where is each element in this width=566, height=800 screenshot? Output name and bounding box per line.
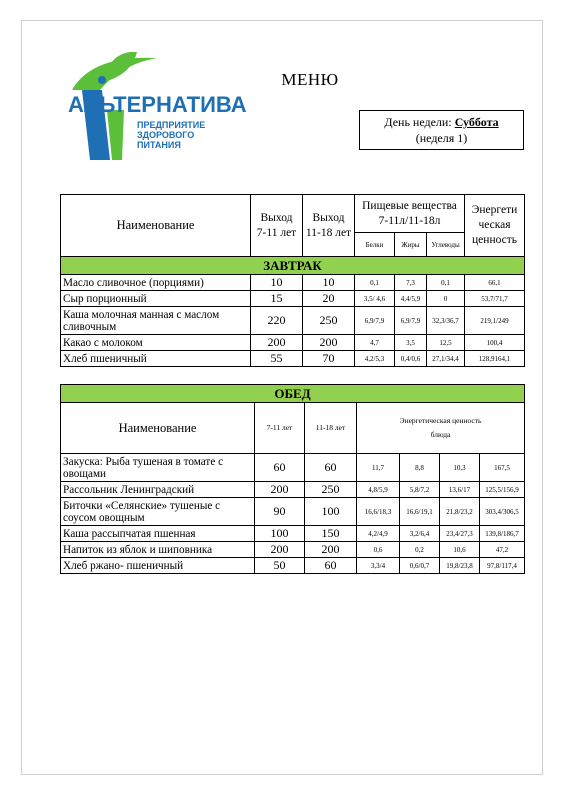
header-fat: Жиры <box>395 233 427 257</box>
header-energy-line1: Энергети <box>471 204 518 216</box>
lunch-row <box>61 454 525 482</box>
portion-7-11: 200 <box>255 482 305 498</box>
brand-tagline-3: ПИТАНИЯ <box>137 140 181 150</box>
lunch-row <box>61 482 525 498</box>
fat-value: 4,4/5,9 <box>395 291 427 307</box>
breakfast-row <box>61 335 525 351</box>
protein-value: 4,8/5,9 <box>357 482 400 498</box>
breakfast-row <box>61 275 525 291</box>
energy-value: 47,2 <box>480 542 525 558</box>
protein-value: 11,7 <box>357 454 400 482</box>
portion-11-18: 150 <box>305 526 357 542</box>
header-nutrients <box>355 195 465 233</box>
lunch-header-row <box>61 403 525 454</box>
fat-value: 0,4/0,6 <box>395 351 427 367</box>
protein-value: 4,2/5,3 <box>355 351 395 367</box>
portion-7-11: 10 <box>251 275 303 291</box>
breakfast-rows <box>61 275 525 367</box>
day-box <box>359 110 524 150</box>
protein-value: 4,2/4,9 <box>357 526 400 542</box>
portion-7-11: 50 <box>255 558 305 574</box>
fat-value: 3,2/6,4 <box>400 526 440 542</box>
lunch-header-energy-line1: Энергетическая ценность <box>399 416 482 425</box>
protein-value: 16,6/18,3 <box>357 498 400 526</box>
lunch-section-title: ОБЕД <box>61 385 525 403</box>
portion-7-11: 15 <box>251 291 303 307</box>
header-out-a-line1: Выход <box>260 211 293 224</box>
energy-value: 125,5/156,9 <box>480 482 525 498</box>
protein-value: 6,9/7,9 <box>355 307 395 335</box>
portion-7-11: 90 <box>255 498 305 526</box>
portion-11-18: 250 <box>303 307 355 335</box>
energy-value: 139,8/186,7 <box>480 526 525 542</box>
portion-7-11: 200 <box>255 542 305 558</box>
energy-value: 303,4/306,5 <box>480 498 525 526</box>
day-label: День недели: <box>384 115 452 129</box>
header-energy-line3: ценность <box>472 234 518 246</box>
brand-tagline-1: ПРЕДПРИЯТИЕ <box>137 120 206 130</box>
portion-11-18: 20 <box>303 291 355 307</box>
brand-logo <box>62 50 252 160</box>
carbs-value: 12,5 <box>427 335 465 351</box>
energy-value: 53,7/71,7 <box>465 291 525 307</box>
carbs-value: 32,3/36,7 <box>427 307 465 335</box>
portion-11-18: 60 <box>305 558 357 574</box>
portion-11-18: 70 <box>303 351 355 367</box>
header-protein: Белки <box>355 233 395 257</box>
fat-value: 7,3 <box>395 275 427 291</box>
portion-7-11: 100 <box>255 526 305 542</box>
dish-name: Какао с молоком <box>61 335 251 351</box>
carbs-value: 23,4/27,3 <box>440 526 480 542</box>
portion-7-11: 55 <box>251 351 303 367</box>
dish-name: Биточки «Селянские» тушеные с соусом овощным <box>61 498 255 526</box>
energy-value: 66,1 <box>465 275 525 291</box>
energy-value: 128,9164,1 <box>465 351 525 367</box>
header-carbs: Углеводы <box>427 233 465 257</box>
carbs-value: 0 <box>427 291 465 307</box>
fat-value: 8,8 <box>400 454 440 482</box>
day-line <box>360 114 523 130</box>
dish-name: Каша молочная манная с маслом сливочным <box>61 307 251 335</box>
breakfast-header-row <box>61 195 525 233</box>
breakfast-section-title: ЗАВТРАК <box>61 257 525 275</box>
lunch-rows <box>61 454 525 574</box>
day-value: Суббота <box>454 115 499 129</box>
protein-value: 4,7 <box>355 335 395 351</box>
lunch-header-out-a: 7-11 лет <box>255 403 305 454</box>
dish-name: Сыр порционный <box>61 291 251 307</box>
dish-name: Хлеб пшеничный <box>61 351 251 367</box>
header-name: Наименование <box>61 195 251 257</box>
breakfast-row <box>61 307 525 335</box>
brand-name: АЛЬТЕРНАТИВА <box>68 92 247 117</box>
lunch-header-energy-line2: блюда <box>430 430 451 439</box>
dish-name: Рассольник Ленинградский <box>61 482 255 498</box>
header-energy-line2: ческая <box>478 219 511 231</box>
protein-value: 0,6 <box>357 542 400 558</box>
portion-11-18: 100 <box>305 498 357 526</box>
breakfast-section-row <box>61 257 525 275</box>
fat-value: 5,8/7,2 <box>400 482 440 498</box>
week-label: (неделя 1) <box>415 131 468 145</box>
portion-11-18: 250 <box>305 482 357 498</box>
fat-value: 0,6/0,7 <box>400 558 440 574</box>
portion-11-18: 200 <box>303 335 355 351</box>
portion-11-18: 10 <box>303 275 355 291</box>
logo-figure-green <box>107 110 124 160</box>
carbs-value: 19,8/23,8 <box>440 558 480 574</box>
lunch-row <box>61 526 525 542</box>
portion-7-11: 200 <box>251 335 303 351</box>
fat-value: 3,5 <box>395 335 427 351</box>
lunch-table <box>60 384 525 574</box>
lunch-header-out-b: 11-18 лет <box>305 403 357 454</box>
lunch-header-name: Наименование <box>61 403 255 454</box>
dish-name: Напиток из яблок и шиповника <box>61 542 255 558</box>
header-nutrients-line2: 7-11л/11-18л <box>378 214 441 227</box>
breakfast-table <box>60 194 525 367</box>
lunch-row <box>61 498 525 526</box>
portion-11-18: 200 <box>305 542 357 558</box>
carbs-value: 0,1 <box>427 275 465 291</box>
carbs-value: 21,8/23,2 <box>440 498 480 526</box>
portion-7-11: 220 <box>251 307 303 335</box>
dish-name: Хлеб ржано- пшеничный <box>61 558 255 574</box>
portion-7-11: 60 <box>255 454 305 482</box>
dish-name: Каша рассыпчатая пшенная <box>61 526 255 542</box>
energy-value: 100,4 <box>465 335 525 351</box>
header-out-b-line1: Выход <box>312 211 345 224</box>
energy-value: 167,5 <box>480 454 525 482</box>
header-energy <box>465 195 525 257</box>
brand-tagline-2: ЗДОРОВОГО <box>137 130 195 140</box>
carbs-value: 13,6/17 <box>440 482 480 498</box>
energy-value: 219,1/249 <box>465 307 525 335</box>
protein-value: 3,3/4 <box>357 558 400 574</box>
dish-name: Закуска: Рыба тушеная в томате с овощами <box>61 454 255 482</box>
fat-value: 16,6/19,1 <box>400 498 440 526</box>
carbs-value: 10,6 <box>440 542 480 558</box>
header-out-b-line2: 11-18 лет <box>305 226 352 239</box>
fat-value: 0,2 <box>400 542 440 558</box>
protein-value: 0,1 <box>355 275 395 291</box>
energy-value: 97,8/117,4 <box>480 558 525 574</box>
logo-dot <box>98 76 106 84</box>
breakfast-row <box>61 351 525 367</box>
portion-11-18: 60 <box>305 454 357 482</box>
carbs-value: 10,3 <box>440 454 480 482</box>
header-out-b <box>303 195 355 257</box>
protein-value: 3,5/ 4,6 <box>355 291 395 307</box>
page-title: МЕНЮ <box>281 70 339 89</box>
header-nutrients-line1: Пищевые вещества <box>362 199 457 212</box>
lunch-section-row <box>61 385 525 403</box>
dish-name: Масло сливочное (порциями) <box>61 275 251 291</box>
carbs-value: 27,1/34,4 <box>427 351 465 367</box>
header-out-a <box>251 195 303 257</box>
header-out-a-line2: 7-11 лет <box>256 226 297 239</box>
breakfast-row <box>61 291 525 307</box>
lunch-row <box>61 542 525 558</box>
fat-value: 6,9/7,9 <box>395 307 427 335</box>
lunch-header-energy <box>357 403 525 454</box>
lunch-row <box>61 558 525 574</box>
